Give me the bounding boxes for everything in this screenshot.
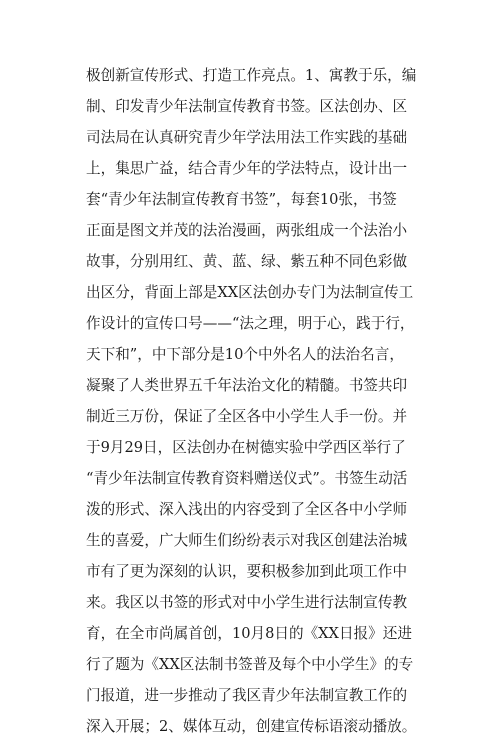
text-line: 制、印发青少年法制宣传教育书签。区法创办、区 bbox=[86, 98, 408, 115]
text-line: 市有了更为深刻的认识，要积极参加到此项工作中 bbox=[86, 563, 408, 580]
text-line: 凝聚了人类世界五千年法治文化的精髓。书签共印 bbox=[86, 377, 408, 394]
text-line: 于9月29日，区法创办在树德实验中学西区举行了 bbox=[86, 439, 406, 456]
text-line: 作设计的宣传口号——“法之理，明于心，践于行， bbox=[86, 315, 415, 332]
text-line: “青少年法制宣传教育资料赠送仪式”。书签生动活 bbox=[86, 470, 408, 487]
text-line: 门报道，进一步推动了我区青少年法制宣教工作的 bbox=[86, 687, 408, 704]
text-line: 极创新宣传形式、打造工作亮点。1、寓教于乐，编 bbox=[86, 67, 417, 84]
text-line: 故事，分别用红、黄、蓝、绿、紫五种不同色彩做 bbox=[86, 253, 408, 270]
text-line: 泼的形式、深入浅出的内容受到了全区各中小学师 bbox=[86, 501, 408, 518]
text-line: 司法局在认真研究青少年学法用法工作实践的基础 bbox=[86, 129, 408, 146]
text-line: 制近三万份，保证了全区各中小学生人手一份。并 bbox=[86, 408, 408, 425]
text-line: 套“青少年法制宣传教育书签”，每套10张，书签 bbox=[86, 191, 397, 208]
text-line: 上，集思广益，结合青少年的学法特点，设计出一 bbox=[86, 160, 408, 177]
text-line: 生的喜爱，广大师生们纷纷表示对我区创建法治城 bbox=[86, 532, 408, 549]
text-line: 育，在全市尚属首创，10月8日的《XX日报》还进 bbox=[86, 625, 412, 642]
text-line: 行了题为《XX区法制书签普及每个中小学生》的专 bbox=[86, 656, 414, 673]
text-line: 深入开展；2、媒体互动，创建宣传标语滚动播放。 bbox=[86, 718, 417, 735]
body-text bbox=[86, 60, 431, 742]
text-line: 天下和”，中下部分是10个中外名人的法治名言， bbox=[86, 346, 404, 363]
text-line: 出区分，背面上部是XX区法创办专门为法制宣传工 bbox=[86, 284, 414, 301]
text-line: 来。我区以书签的形式对中小学生进行法制宣传教 bbox=[86, 594, 408, 611]
text-line: 正面是图文并茂的法治漫画，两张组成一个法治小 bbox=[86, 222, 408, 239]
